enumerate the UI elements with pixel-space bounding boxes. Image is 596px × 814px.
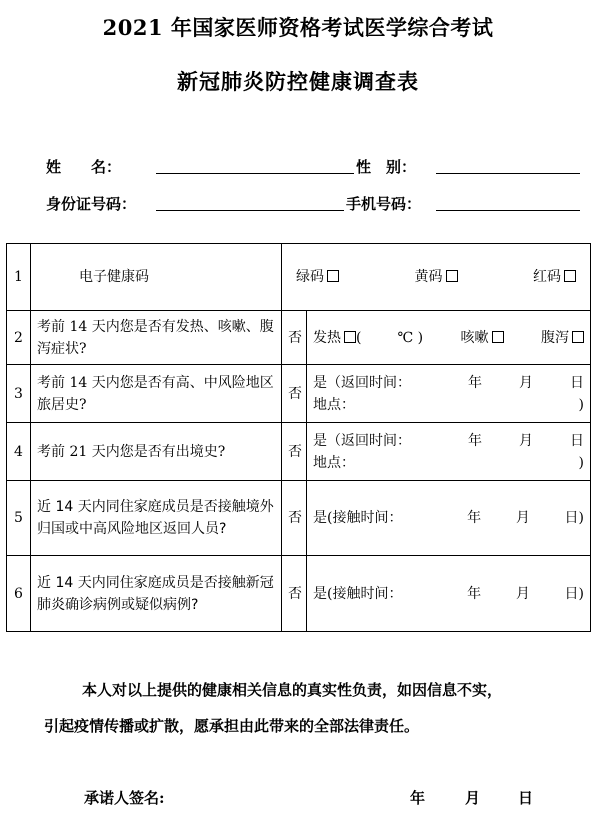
close-paren: )	[578, 454, 584, 471]
id-number-field[interactable]	[156, 209, 344, 211]
table-row	[7, 556, 591, 632]
no-option[interactable]: 否	[282, 365, 307, 423]
id-number-label: 身份证号码：	[46, 195, 137, 213]
phone-label: 手机号码：	[346, 195, 422, 213]
cough-checkbox-icon[interactable]	[492, 331, 504, 343]
question-cell: 电子健康码	[31, 244, 282, 311]
month-label: 月	[515, 510, 530, 526]
question-cell: 考前 14 天内您是否有高、中风险地区旅居史?	[31, 365, 282, 423]
yes-return-time-label: 是（返回时间：	[313, 374, 411, 391]
signature-label: 承诺人签名:	[84, 789, 165, 807]
fever-label: 发热	[313, 329, 341, 346]
fever-checkbox-icon[interactable]	[344, 331, 356, 343]
month-label: 月	[519, 374, 533, 391]
option-label: 红码	[533, 269, 561, 285]
year-label: 年	[468, 432, 482, 449]
yes-details[interactable]	[307, 556, 591, 632]
yes-details[interactable]	[307, 365, 591, 423]
row-number: 6	[7, 556, 31, 632]
row-number: 1	[7, 244, 31, 311]
question-cell: 考前 14 天内您是否有发热、咳嗽、腹泻症状?	[31, 311, 282, 365]
row-number: 5	[7, 481, 31, 556]
question-cell: 近 14 天内同住家庭成员是否接触境外归国或中高风险地区返回人员?	[31, 481, 282, 556]
day-label: 日)	[564, 585, 584, 602]
row-number: 3	[7, 365, 31, 423]
checkbox-icon[interactable]	[564, 270, 576, 282]
day-label: 日)	[564, 510, 584, 526]
declaration-line: 本人对以上提供的健康相关信息的真实性负责，如因信息不实，	[82, 681, 503, 699]
health-survey-table	[6, 243, 591, 632]
red-code-option[interactable]	[533, 266, 576, 288]
gender-field[interactable]	[436, 172, 580, 174]
yes-return-time-label: 是（返回时间：	[313, 432, 411, 449]
health-code-options	[282, 244, 591, 311]
yellow-code-option[interactable]	[415, 266, 458, 288]
signature-month: 月	[465, 789, 481, 807]
signature-year: 年	[410, 789, 426, 807]
option-label: 黄码	[414, 269, 443, 285]
temp-open: (	[356, 329, 362, 346]
name-label: 姓 名：	[46, 158, 122, 176]
yes-contact-time-label: 是(接触时间：	[313, 585, 403, 602]
table-row	[7, 481, 591, 556]
day-label: 日	[570, 374, 584, 391]
option-label: 绿码	[296, 269, 324, 285]
signature-day: 日	[518, 789, 534, 807]
question-cell: 近 14 天内同住家庭成员是否接触新冠肺炎确诊病例或疑似病例?	[31, 556, 282, 632]
checkbox-icon[interactable]	[446, 270, 458, 282]
checkbox-icon[interactable]	[327, 270, 339, 282]
no-option[interactable]: 否	[282, 556, 307, 632]
green-code-option[interactable]	[296, 266, 339, 288]
question-cell: 考前 21 天内您是否有出境史?	[31, 423, 282, 481]
no-option[interactable]: 否	[282, 311, 307, 365]
month-label: 月	[515, 585, 530, 602]
row-number: 2	[7, 311, 31, 365]
table-row	[7, 365, 591, 423]
yes-details[interactable]	[307, 481, 591, 556]
place-label: 地点：	[313, 396, 355, 413]
no-option[interactable]: 否	[282, 423, 307, 481]
yes-details[interactable]	[307, 423, 591, 481]
table-row	[7, 423, 591, 481]
temp-unit: ℃ )	[397, 329, 424, 346]
year-label: 年	[468, 374, 482, 391]
no-option[interactable]: 否	[282, 481, 307, 556]
diarrhea-checkbox-icon[interactable]	[572, 331, 584, 343]
day-label: 日	[570, 432, 584, 449]
gender-label: 性 别：	[356, 158, 417, 176]
document-title: 2021 年国家医师资格考试医学综合考试	[102, 15, 494, 40]
close-paren: )	[578, 396, 584, 413]
year-label: 年	[467, 510, 482, 526]
table-row	[7, 244, 591, 311]
month-label: 月	[519, 432, 533, 449]
phone-field[interactable]	[436, 209, 580, 211]
name-field[interactable]	[156, 172, 354, 174]
declaration-text	[44, 672, 584, 744]
yes-contact-time-label: 是(接触时间：	[313, 510, 403, 526]
cough-label: 咳嗽	[460, 329, 489, 346]
table-row	[7, 311, 591, 365]
diarrhea-label: 腹泻	[540, 329, 569, 346]
row-number: 4	[7, 423, 31, 481]
form-title: 新冠肺炎防控健康调查表	[177, 69, 419, 94]
year-label: 年	[467, 585, 482, 602]
symptom-options	[307, 311, 591, 365]
place-label: 地点：	[313, 454, 355, 471]
declaration-line: 引起疫情传播或扩散，愿承担由此带来的全部法律责任。	[44, 717, 420, 735]
